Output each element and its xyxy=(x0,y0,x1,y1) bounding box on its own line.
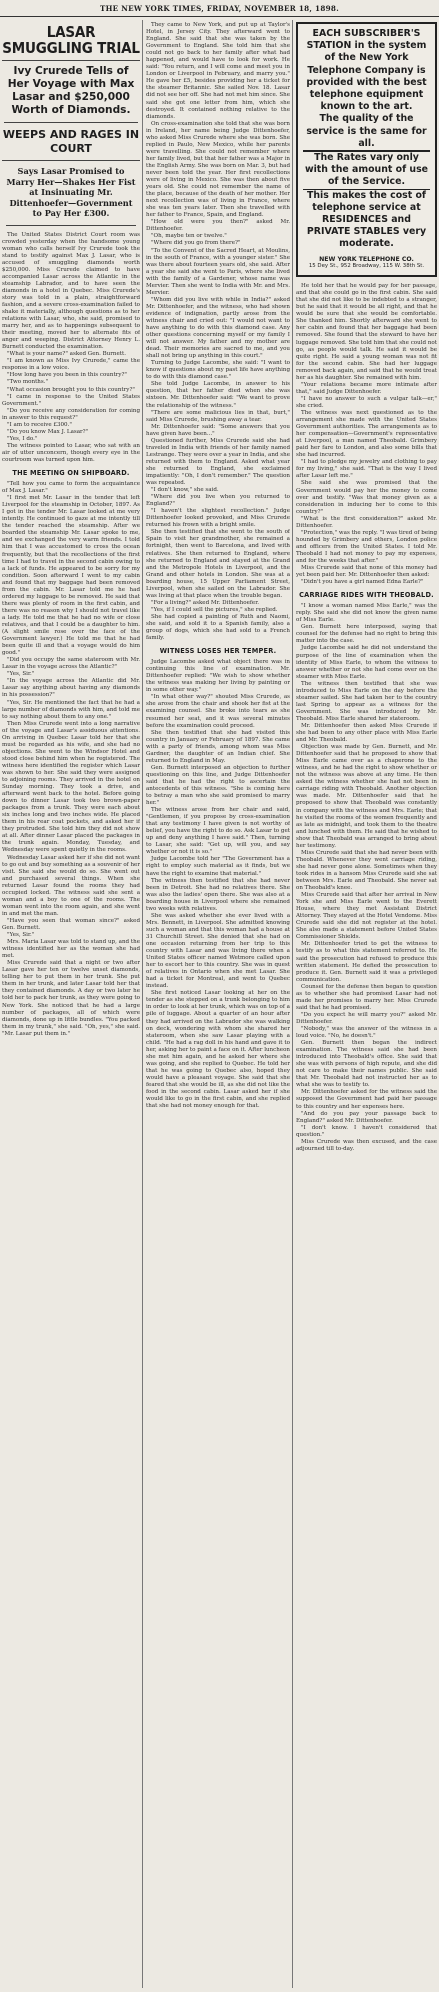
article-deck-1: Ivy Crurede Tells of Her Voyage with Max Lasar and $250,000 Worth of Diamonds. xyxy=(4,65,138,123)
ad-line-2: The quality of the service is the same for all. xyxy=(303,113,430,151)
column-2 xyxy=(146,22,290,1988)
article-body-col3: He told her that he would pay for her passage, and that she could go in the first cabin. She said that she did not like to be indebted to a stranger, but he said that it would be all right, and that he would be sure that she would be comfortable. She thanked him. Shortly afterward she went to her cabin and found that her baggage had been removed. She found that the steward to have her luggage removed. She told him that she could not go, as people would talk. He said it would be quite right. He said a young woman was not fit for the second cabin. She had her luggage removed back again, and said that he would treat her as his daughter. She remained with him. "Your relations became more intimate after that," said Judge Dittenhoefer. "I have no answer to such a vulgar talk—er," she cried. The witness was next questioned as to the arrangement she made with the United States Government authorities. The arrangements as to her compensation—Government's representative at Liverpool, a man named Theobald. Grimbery paid her fare to London, and also some bills that she had incurred. "I had to pledge my jewelry and clothing to pay for my living," she said. "That is the way I lived after Lasar left me." She said she was promised that the Government would pay her the money to come over and testify. "Was that money given as a consideration in inducing her to come to this country?" "What is the first consideration?" asked Mr. Dittenhoefer. "Protection," was the reply. "I was tired of being hounded by Grimbery and others, London police and officers from the United States. I told Mr. Theobald I had not money to pay my expenses, and for the weeks that after." Miss Crurede said that none of this money had yet been paid her. Mr. Dittenhoefer then asked: "Didn't you have a girl named Edna Earle?" xyxy=(296,283,437,586)
article-deck-3: Says Lasar Promised to Marry Her—Shakes Her Fist at Insinuating Mr. Dittenhoefer—Government to Pay Her £300. xyxy=(6,166,136,226)
column-rule xyxy=(292,20,293,1988)
subhead-meeting-shipboard: THE MEETING ON SHIPBOARD. xyxy=(12,469,130,478)
ad-line-3: The Rates vary only with the amount of use of the Service. xyxy=(303,151,430,190)
ad-address: 15 Dey St., 952 Broadway, 115 W. 38th St. xyxy=(308,263,425,270)
article-headline: LASAR SMUGGLING TRIAL xyxy=(2,24,140,61)
article-body-col2b: Judge Lacombe asked what object there was in continuing this line of examination. Mr. Dittenhoefer replied: "We wish to show whether the witness was making her living by painting or in some other way." "In what other way?" shouted Miss Crurede, as she arose from the chair and shook her fist at the examining counsel. She broke into tears as she resumed her seat, and it was several minutes before the examination could proceed. She then testified that she had visited this country in January or February of 1897. She came with a party of friends, among whom was Miss Gardner, the daughter of an Indian chief. She returned to England in May. Gen. Burnett interposed an objection to further questioning on this line, and Judge Dittenhoefer said that he had the right to ascertain the antecedents of this witness. "She is coming here to betray a man who she said promised to marry her." The witness arose from her chair and said, "Gentlemen, if you propose by cross-examination that any testimony I have given is not worthy of belief, you have the right to do so. Ask Lasar to get up and deny anything I have said." Then, turning to Lasar, she said: "Get up, will you, and say whether or not it is so." Judge Lacombe told her "The Government has a right to employ such material as it finds, but we have the right to examine that material." The witness then testified that she had never been in Detroit. She had no relatives there. She was also the ladies' open there. She was also at a boarding house in Liverpool where she remained two weeks with relatives. She was asked whether she ever lived with a Mrs. Bennett, in Liverpool. She admitted knowing such a woman and that this woman had a house at 31 Churchill Street. She denied that she had on one occasion returning from her trip to this country with Lasar and was living there when a United States officer named Wetmore called upon her to escort her to this country. She was in quest of relatives in Ontario when she met Lasar. She had a ticket for Montreal, and went to Quebec instead. She first noticed Lasar looking at her on the tender as she stepped on a trunk belonging to him in order to look at her trunk, which was on top of a pile of luggage. About a quarter of an hour after they had arrived on the Labrador she was walking on deck, wondering with whom she shared her stateroom, when she saw Lasar playing with a child. "He had a rag doll in his hand and gave it to her, asking her to paint a face on it. After luncheon she met him again, and he asked her where she was going, and she replied to Quebec. He told her that he was going to Quebec also, hoped they would have a pleasant voyage. She said that she feared that she would be ill, as she did not like the food in the second cabin. Lasar asked her if she would like to go in the first cabin, and she replied that she had not money enough for that. xyxy=(146,659,290,1110)
article-deck-2: WEEPS AND RAGES IN COURT xyxy=(2,128,140,161)
masthead: THE NEW YORK TIMES, FRIDAY, NOVEMBER 18, 1898. xyxy=(0,0,439,17)
article-body-col3b: "I know a woman named Miss Earle," was the reply. She said she did not know the given name of Miss Earle. Gen. Burnett here interposed, saying that counsel for the defense had no right to bring this matter into the case. Judge Lacombe said he did not understand the purpose of the line of examination when the identity of Miss Earle, to whom the witness to answer whether or not she had come over on the steamer with Miss Earle. The witness then testified that she was introduced to Miss Earle on the day before the steamer sailed. She had taken her to the country last Spring to appear as a witness for the Government. She was introduced by Mr. Theobald. Miss Earle shared her stateroom. Mr. Dittenhoefer then asked Miss Crurede if she had been to any other place with Miss Earle and Mr. Theobald. Objection was made by Gen. Burnett, and Mr. Dittenhoefer said that he proposed to show that Miss Earle came over as a chaperone to the witness, and he had the right to show whether or not the witness was above at any time. He then asked the witness whether she had not been in carriage riding with Theobald. Another objection was made. Mr. Dittenhoefer said that he proposed to show that Theobald was constantly in company with the witness and Mrs. Earle; that he visited the rooms of the women frequently and as late as midnight, and took them to the theatre and lunched with them. He said that he wished to show that Theobald was arranged to bring about her testimony. Miss Crurede said that she had never been with Theobald. Whenever they went carriage riding, she had never gone alone. Sometimes when they took rides in a hansom Miss Crurede said she sat between Mrs. Earle and Theobald. She never sat on Theobald's knee. Miss Crurede said that after her arrival in New York she and Miss Earle went to the Everett House, where they met Assistant District Attorney. They stayed at the Hotel Vendome. Miss Crurede said she did not register at the hotel. She also made a statement before United States Commissioner Shields. Mr. Dittenhoefer tried to get the witness to testify as to what this statement referred to. He said the prosecution had refused to produce this written statement. He defied the prosecution to produce it. Gen. Burnett said it was a privileged communication. Counsel for the defense then began to question as to whether she had promised Lasar had not made her promises to marry her. Miss Crurede said that he had promised. "Do you expect he will marry you?" asked Mr. Dittenhoefer. "Nobody," was the answer of the witness in a loud voice. "No, he doesn't." Gen. Burnett then began the indirect examination. The witness said she had been introduced into Theobald's office. She said that she was with persons of high repute, and she did not care to make their names public. She said that Mr. Theobald had not instructed her as to what she was to testify to. Mr. Dittenhoefer asked for the witness said the supposed the Government had paid her passage to this country and her expenses here. "And do you pay your passage back to England?" asked Mr. Dittenhoefer. "I don't know. I haven't considered that question." Miss Crurede was then excused, and the case adjourned till to-day. xyxy=(296,603,437,1152)
ad-line-1: EACH SUBSCRIBER'S STATION in the system of the New York Telephone Company is provided with the best telephone equipment known to the art. xyxy=(306,28,427,113)
article-body-col2: They came to New York, and put up at Taylor's Hotel, in Jersey City. They afterward went to England. She said that she was taken by the Government to England. She told him that she could not go back to her family after what had happened, and would have to look for work. He said: "You return, and I will come and meet you in London or Liverpool in February, and marry you." He gave her £5, besides providing her a ticket for the steamer Britannic. She sailed Nov. 18. Lasar did not see her off. She had not met him since. She said she got one letter from him, which she destroyed. It contained nothing relative to the diamonds. On cross-examination she told that she was born in Ireland, her name being Judge Dittenhoefer, who asked Miss Crurede where she was born. She replied in Paulo, New Mexico, while her parents were travelling. She could not remember where her family lived, but that her father was a Major in the English Army. She was born on Mar. 3, but had never been told the year. Her first recollections were of living in Mexico. She was then about five years old. She could not remember the name of the place, because of the death of her mother. Her next recollection was of living in France, where she was ten years later. Then she travelled with her father to France, Spain, and England. "How old were you then?" asked Mr. Dittenhoefer. "Oh, maybe ten or twelve." "Where did you go from there?" "To the Convent of the Sacred Heart, at Moulins, in the south of France, with a younger sister." She was there about fourteen years old, she said. After a year she said she went to Paris, where she lived with the family of a Gardener, whose name was Mervier. Then she went to India with Mr. and Mrs. Mervier. "Whom did you live with while in India?" asked Mr. Dittenhoefer, and the witness, who had shown evidence of indignation, partly arose from the witness chair and cried out: "I would not want to have anything to do with this diamond case. Any other questions concerning myself or my family I will not answer. My father and my mother are dead. Their memories are sacred to me, and you shall not bring up anything in this court." Turning to Judge Lacombe, she said: "I want to know if questions about my past life have anything to do with this diamond case." She told Judge Lacombe, in answer to his question, that her father died when she was sixteen. Mr. Dittenhoefer said: "We want to prove the relationship of the witness." "There are some malicious lies in that, burt," said Miss Crurede, brushing away a tear. Mr. Dittenhoefer said: "Some answers that you have given have been..." Questioned further, Miss Crurede said she had traveled in India with friends of her family named Lestrange. They were over a year in India, and she returned with them to England. Asked what year she returned to England, she exclaimed impatiently: "Oh, I don't remember." The question was repeated. "I don't know," she said. "Where did you live when you returned to England?" "I haven't the slightest recollection." Judge Dittenhoefer looked provoked, and Miss Crurede returned his frown with a bright smile. She then testified that she went to the south of Spain to visit her grandmother, she remained a fortnight, then went to Barcelona, and lived with relatives. She then returned to England, where she returned to England and stayed at the Grand and the Metropole Hotels in Liverpool, and the Grand and other hotels in London. She was at a boarding house, 15 Upper Parliament Street, Liverpool, when she sailed on the Labrador. She was living at that place when the trouble began. "For a living?" asked Mr. Dittenhoefer. "Yes, if I could sell the pictures," she replied. She had copied a painting of Ruth and Naomi, she said, and sold it to a Spanish family, also a group of dogs, which she had sold to a French family. xyxy=(146,22,290,642)
article-body-col1: The United States District Court room was crowded yesterday when the handsome young woman who calls herself Ivy Crurede took the stand to testify against Max J. Lasar, who is accused of smuggling diamonds worth $250,000. Miss Crurede claimed to have accompanied Lasar across the Atlantic in the steamship Labrador, and to have seen the diamonds in a hotel in Quebec. Miss Crurede's story was told in a plain, straightforward fashion, and a severe cross-examination failed to shake it materially, although questions as to her relations with Lasar, who, she said, promised to marry her, and as to happenings subsequent to their meeting, moved her to alternate fits of anger and weeping. District Attorney Henry L. Burnett conducted the examination. "What is your name?" asked Gen. Burnett. "I am known as Miss Ivy Crurede," came the response in a low voice. "How long have you been in this country?" "Two months." "What occasion brought you to this country?" "I came in response to the United States Government." "Do you receive any consideration for coming in answer to this request?" "I am to receive £300." "Do you know Max J. Lasar?" "Yes, I do." The witness pointed to Lasar, who sat with an air of utter unconcern, though every eye in the courtroom was turned upon him. xyxy=(2,231,140,463)
column-3 xyxy=(296,22,437,1988)
column-1 xyxy=(2,22,140,1988)
column-rule xyxy=(142,20,143,1988)
ad-company: NEW YORK TELEPHONE CO. xyxy=(319,255,414,263)
subhead-loses-temper: WITNESS LOSES HER TEMPER. xyxy=(159,647,277,656)
telephone-advertisement xyxy=(296,22,437,277)
article-body-col1b: "Tell how you came to form the acquaintance of Max J. Lasar." "I first met Mr. Lasar in the tender that left Liverpool for the steamship in October, 1897. As I got in the tender Mr. Lasar looked at me very intently. He continued to gaze at me intently till the tender reached the steamship. After we boarded the steamship Mr. Lasar spoke to me, and we exchanged the very warm friends. I told him that I was accustomed to cross the ocean frequently, but that the recollections of the first time I had to travel in the second cabin owing to a lack of funds. He appeared to be sorry for my condition. Soon afterward I went to my cabin and found that my baggage had been removed from the cabin. Mr. Lasar told me he had ordered my luggage to be removed. He said that there was plenty of room in the first cabin, and there was no reason why I should not travel like a lady. He told me that he had no wife or close relatives, and that I could be a daughter to him. (A slight smile rose over the face of the Government lawyer.) He told me that he had been quite ill and that a voyage would do him good." "Did you occupy the same stateroom with Mr. Lasar in the voyage across the Atlantic?" "Yes, Sir." "In the voyage across the Atlantic did Mr. Lasar say anything about having any diamonds in his possession?" "Yes, Sir. He mentioned the fact that he had a large number of diamonds with him, and told me to say nothing about them to any one." Then Miss Crurede went into a long narrative of the voyage and Lasar's assiduous attentions. On arriving in Quebec Lasar told her that she must be regarded as his wife, and she had no objections. She went to the Windsor Hotel and stood close behind him when he registered. The witness here identified the register which Lasar was shown to her. She said they were assigned to adjoining rooms. They arrived in the hotel on Sunday morning. They took a drive, and afterward went back to the hotel. Before going down to dinner Lasar took two brown-paper packages from a trunk. They were each about six inches long and two inches wide. He placed them in his rear coat pockets, and asked her if they protruded. She told him they did not show at all. After dinner Lasar placed the packages in the trunk again. Monday, Tuesday, and Wednesday were spent quietly in the rooms. Wednesday Lasar asked her if she did not want to go out and buy something as a souvenir of her visit. She said she would do so. She went out and purchased several things. When she returned Lasar found the rooms they had occupied locked. The witness said she sent a woman and a boy to one of the rooms. The woman went into the room again, and she went in and met the man. "Have you seen that woman since?" asked Gen. Burnett. "Yes, Sir." Mrs. Maria Lasar was told to stand up, and the witness identified her as the woman she had met. Miss Crurede said that a night or two after Lasar gave her ten or twelve unset diamonds, telling her to put them in her trunk. She put them in her trunk, and later Lasar told her that they contained diamonds. A day or two later he told her to pack her trunk, as they were going to New York. She noticed that he had a large number of packages, all of which were diamonds, done up in little bundles. "You packed them in my trunk," she said. "Oh, yes," she said. "Mr. Lasar put them in." xyxy=(2,481,140,1037)
ad-line-4: This makes the cost of telephone service at RESIDENCES and PRIVATE STABLES very moderate. xyxy=(306,189,427,250)
subhead-carriage-rides: CARRIAGE RIDES WITH THEOBALD. xyxy=(299,591,434,600)
